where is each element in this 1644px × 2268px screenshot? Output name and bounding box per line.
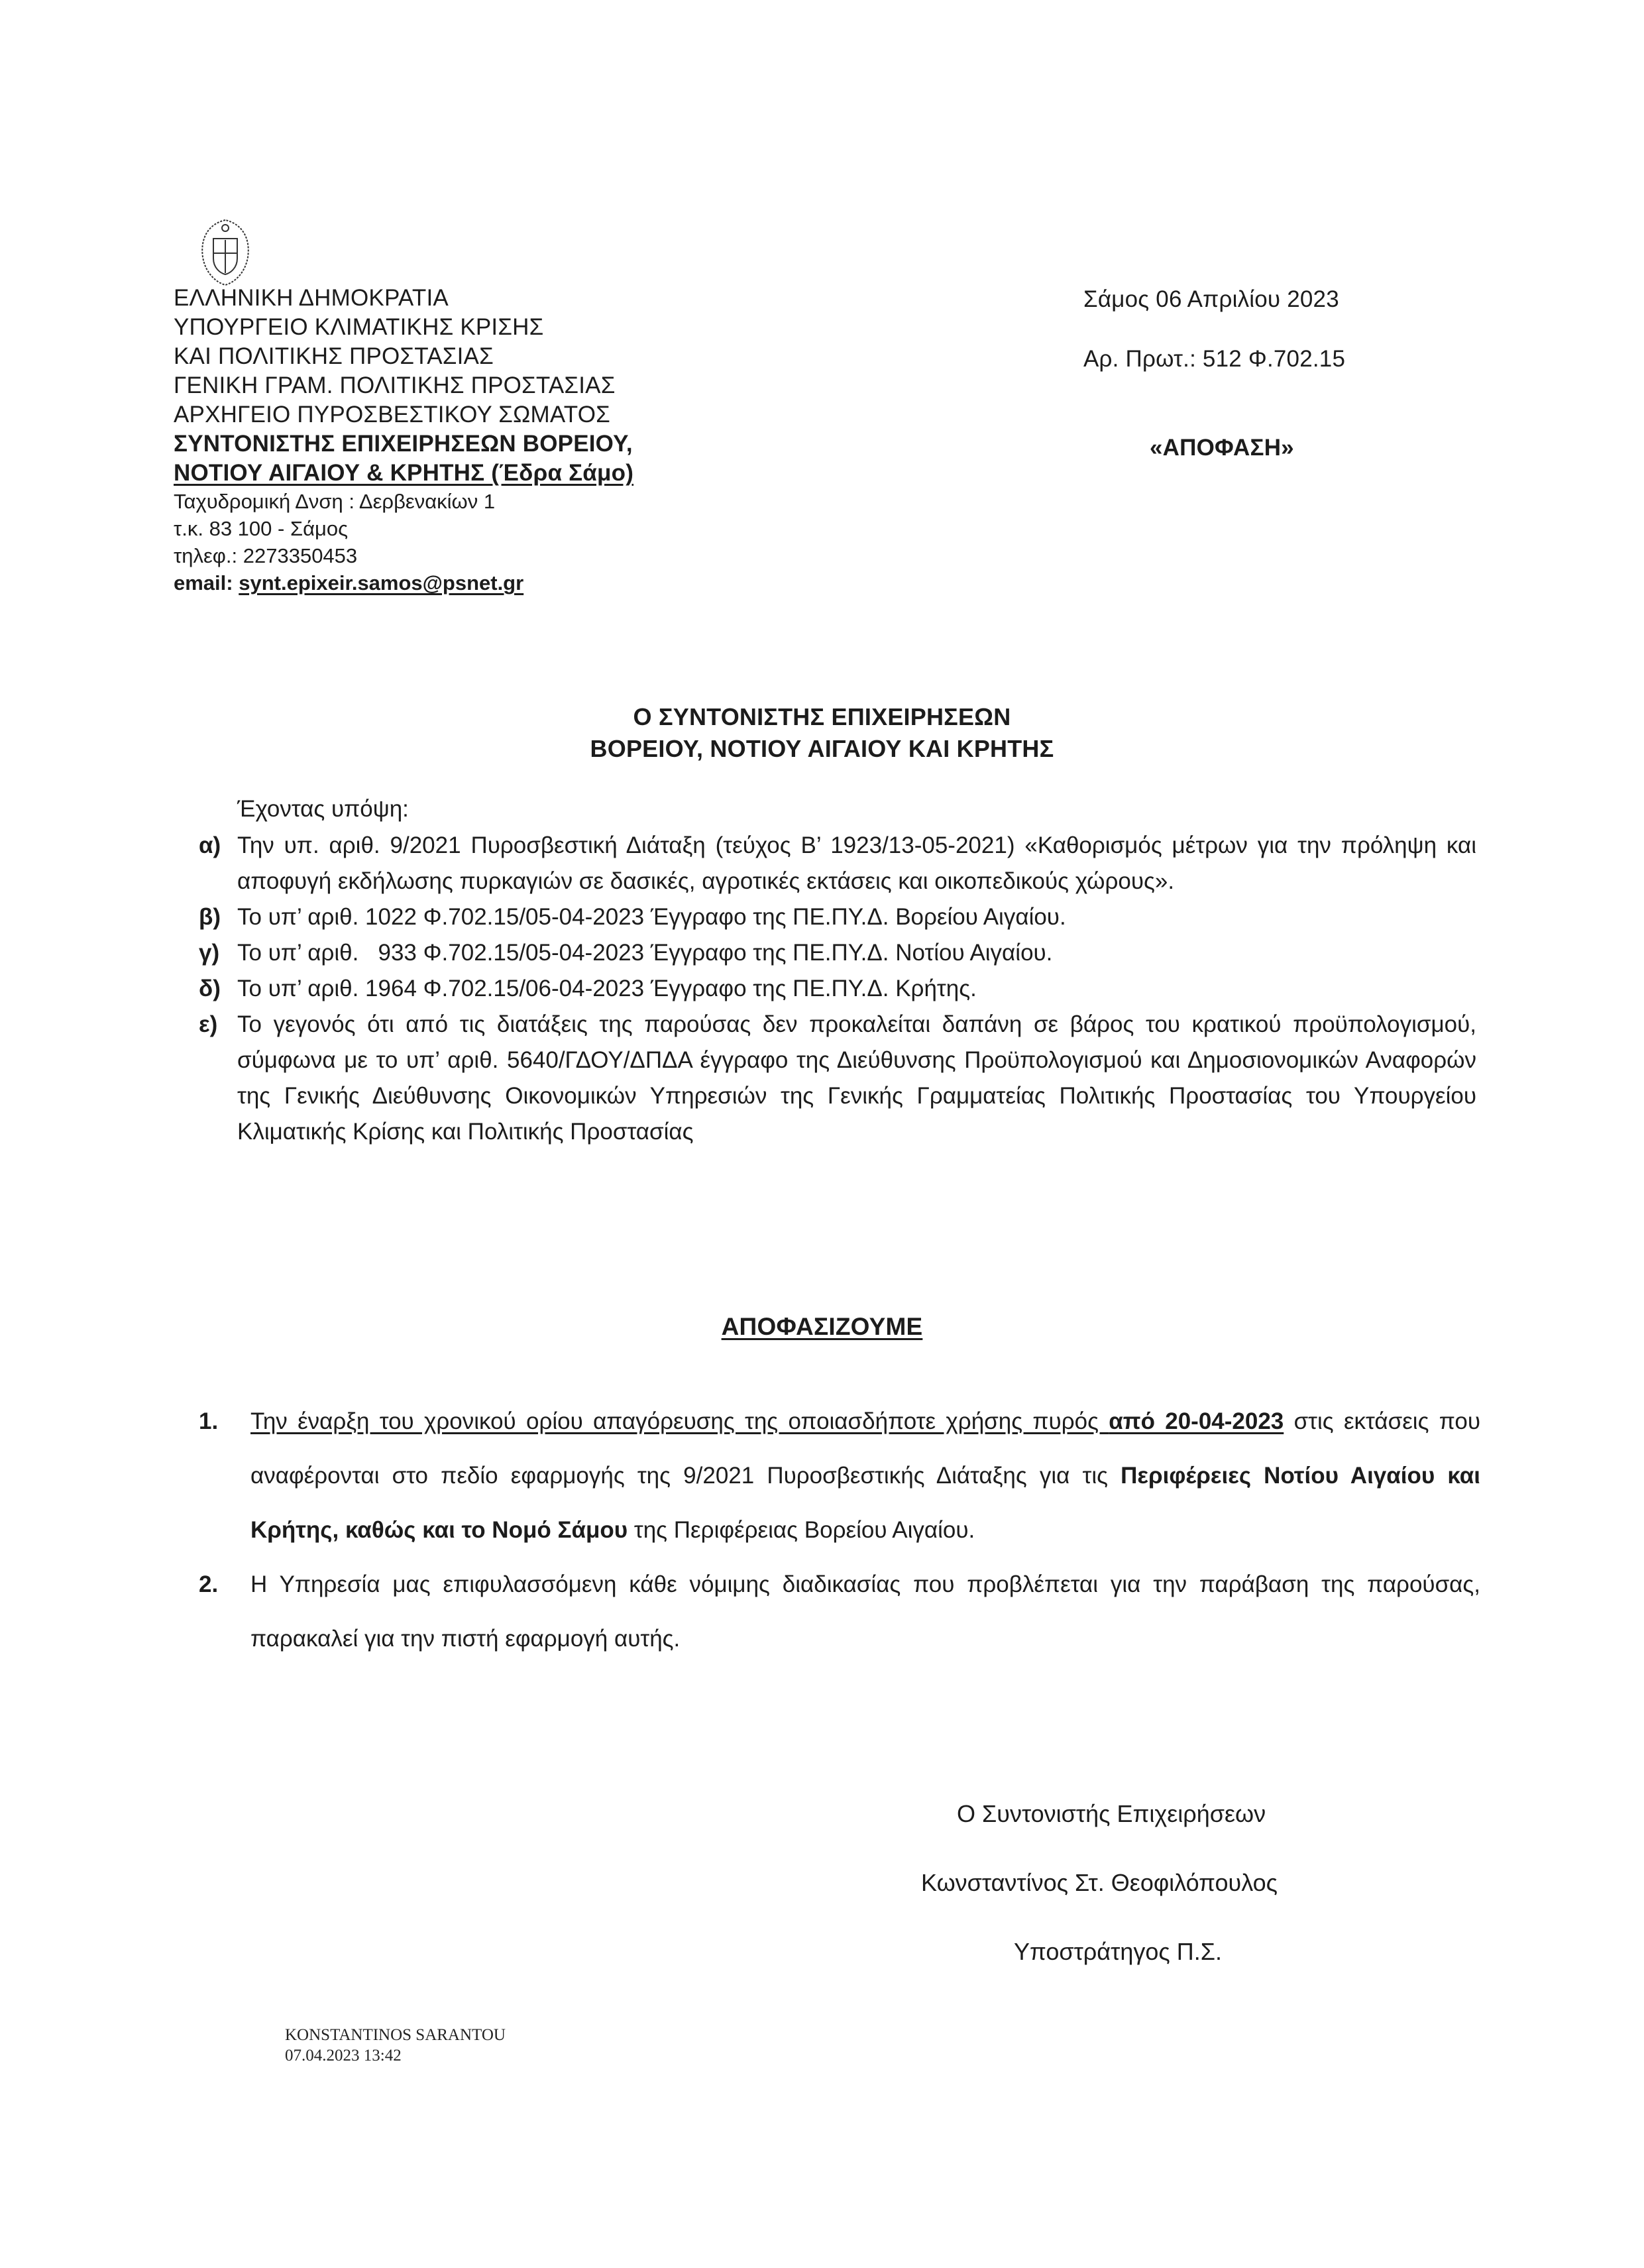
considering-intro: Έχοντας υπόψη:: [237, 796, 409, 822]
item-label: ε): [199, 1011, 218, 1037]
considering-item: [199, 1007, 1476, 1150]
title-line-1: Ο ΣΥΝΤΟΝΙΣΤΗΣ ΕΠΙΧΕΙΡΗΣΕΩΝ: [633, 703, 1011, 730]
signatory-name: Κωνσταντίνος Στ. Θεοφιλόπουλος: [921, 1869, 1278, 1896]
considering-list: [199, 828, 1476, 1150]
decision-text: Η Υπηρεσία μας επιφυλασσόμενη κάθε νόμιμης διαδικασίας που προβλέπεται για την παράβαση της παρούσας, παρακαλεί για την πιστή εφαρμογή αυτής.: [250, 1571, 1480, 1652]
stamp-datetime: 07.04.2023 13:42: [285, 2047, 402, 2065]
item-text: Το υπ’ αριθ. 1964 Φ.702.15/06-04-2023 Έγγραφο της ΠΕ.ΠΥ.Δ. Κρήτης.: [237, 976, 977, 1001]
address-line: Ταχυδρομική Δνση : Δερβενακίων 1: [174, 490, 496, 513]
header-line: ΕΛΛΗΝΙΚΗ ΔΗΜΟΚΡΑΤΙΑ: [174, 285, 449, 311]
issuer-header: [174, 284, 633, 596]
postal-code-line: τ.κ. 83 100 - Σάμος: [174, 517, 349, 540]
document-date: Σάμος 06 Απριλίου 2023: [1083, 286, 1339, 312]
considering-item: [199, 899, 1476, 935]
document-type: «ΑΠΟΦΑΣΗ»: [1150, 435, 1294, 461]
signatory-role: Ο Συντονιστής Επιχειρήσεων: [957, 1800, 1266, 1827]
header-line: ΑΡΧΗΓΕΙΟ ΠΥΡΟΣΒΕΣΤΙΚΟΥ ΣΩΜΑΤΟΣ: [174, 402, 610, 427]
decision-date: από 20-04-2023: [1109, 1408, 1284, 1434]
item-label: α): [199, 832, 221, 858]
email-line: [174, 569, 633, 596]
decision-text-part: της Περιφέρειας Βορείου Αιγαίου.: [628, 1517, 975, 1543]
decision-item: [199, 1558, 1480, 1666]
signatory-rank: Υποστράτηγος Π.Σ.: [1014, 1938, 1222, 1965]
stamp-name: KONSTANTINOS SARANTOU: [285, 2026, 506, 2044]
header-bold-line-underlined: ΝΟΤΙΟΥ ΑΙΓΑΙΟΥ & ΚΡΗΤΗΣ (Έδρα Σάμο): [174, 460, 634, 486]
considering-item: [199, 935, 1476, 971]
header-bold-line: ΣΥΝΤΟΝΙΣΤΗΣ ΕΠΙΧΕΙΡΗΣΕΩΝ ΒΟΡΕΙΟΥ,: [174, 431, 633, 457]
protocol-number: Αρ. Πρωτ.: 512 Φ.702.15: [1083, 346, 1346, 372]
considering-item: [199, 828, 1476, 899]
decision-number: 2.: [199, 1571, 219, 1597]
header-line: ΥΠΟΥΡΓΕΙΟ ΚΛΙΜΑΤΙΚΗΣ ΚΡΙΣΗΣ: [174, 314, 544, 340]
greek-emblem-icon: [193, 216, 257, 289]
decision-text-part: Την έναρξη του χρονικού ορίου απαγόρευσης της οποιασδήποτε χρήσης πυρός: [250, 1408, 1109, 1434]
email-link[interactable]: synt.epixeir.samos@psnet.gr: [239, 571, 524, 595]
item-text: Το υπ’ αριθ. 933 Φ.702.15/05-04-2023 Έγγραφο της ΠΕ.ΠΥ.Δ. Νοτίου Αιγαίου.: [237, 940, 1053, 966]
item-label: δ): [199, 976, 221, 1001]
decision-heading: ΑΠΟΦΑΣΙΖΟΥΜΕ: [721, 1313, 923, 1340]
decision-regions: Περιφέρειες Νοτίου Αιγαίου και Κρήτης, καθώς και το Νομό Σάμου: [250, 1463, 1480, 1543]
email-label: email:: [174, 571, 233, 595]
decision-text: [250, 1394, 1480, 1558]
item-text: Το γεγονός ότι από τις διατάξεις της παρούσας δεν προκαλείται δαπάνη σε βάρος του κρατικού προϋπολογισμού, σύμφωνα με το υπ’ αριθ. 5640/ΓΔΟΥ/ΔΠΔΑ έγγραφο της Διεύθυνσης Προϋπολογισμού και Δημοσιονομικών Αναφορών της Γενικής Διεύθυνσης Οικονομικών Υπηρεσιών της Γενικής Γραμματείας Πολιτικής Προστασίας του Υπουργείου Κλιματικής Κρίσης και Πολιτικής Προστασίας: [237, 1011, 1476, 1145]
considering-item: [199, 971, 1476, 1007]
document-title: [0, 701, 1644, 765]
item-text: Το υπ’ αριθ. 1022 Φ.702.15/05-04-2023 Έγγραφο της ΠΕ.ΠΥ.Δ. Βορείου Αιγαίου.: [237, 904, 1066, 930]
decisions-list: [199, 1394, 1480, 1666]
item-label: β): [199, 904, 221, 930]
header-line: ΓΕΝΙΚΗ ΓΡΑΜ. ΠΟΛΙΤΙΚΗΣ ΠΡΟΣΤΑΣΙΑΣ: [174, 372, 616, 398]
phone-line: τηλεφ.: 2273350453: [174, 544, 358, 567]
decision-number: 1.: [199, 1408, 219, 1434]
decision-item: [199, 1394, 1480, 1558]
decision-text-part: στις εκτάσεις που αναφέρονται στο πεδίο εφαρμογής της 9/2021 Πυροσβεστικής Διάταξης για τις: [250, 1408, 1481, 1489]
item-text: Την υπ. αριθ. 9/2021 Πυροσβεστική Διάταξη (τεύχος Β’ 1923/13-05-2021) «Καθορισμός μέτρων για την πρόληψη και αποφυγή εκδήλωσης πυρκαγιών σε δασικές, αγροτικές εκτάσεις και οικοπεδικούς χώρους».: [237, 832, 1476, 894]
digital-signature-stamp: [285, 2025, 506, 2066]
item-label: γ): [199, 940, 220, 966]
title-line-2: ΒΟΡΕΙΟΥ, ΝΟΤΙΟΥ ΑΙΓΑΙΟΥ ΚΑΙ ΚΡΗΤΗΣ: [590, 735, 1054, 762]
header-line: ΚΑΙ ΠΟΛΙΤΙΚΗΣ ΠΡΟΣΤΑΣΙΑΣ: [174, 343, 494, 369]
